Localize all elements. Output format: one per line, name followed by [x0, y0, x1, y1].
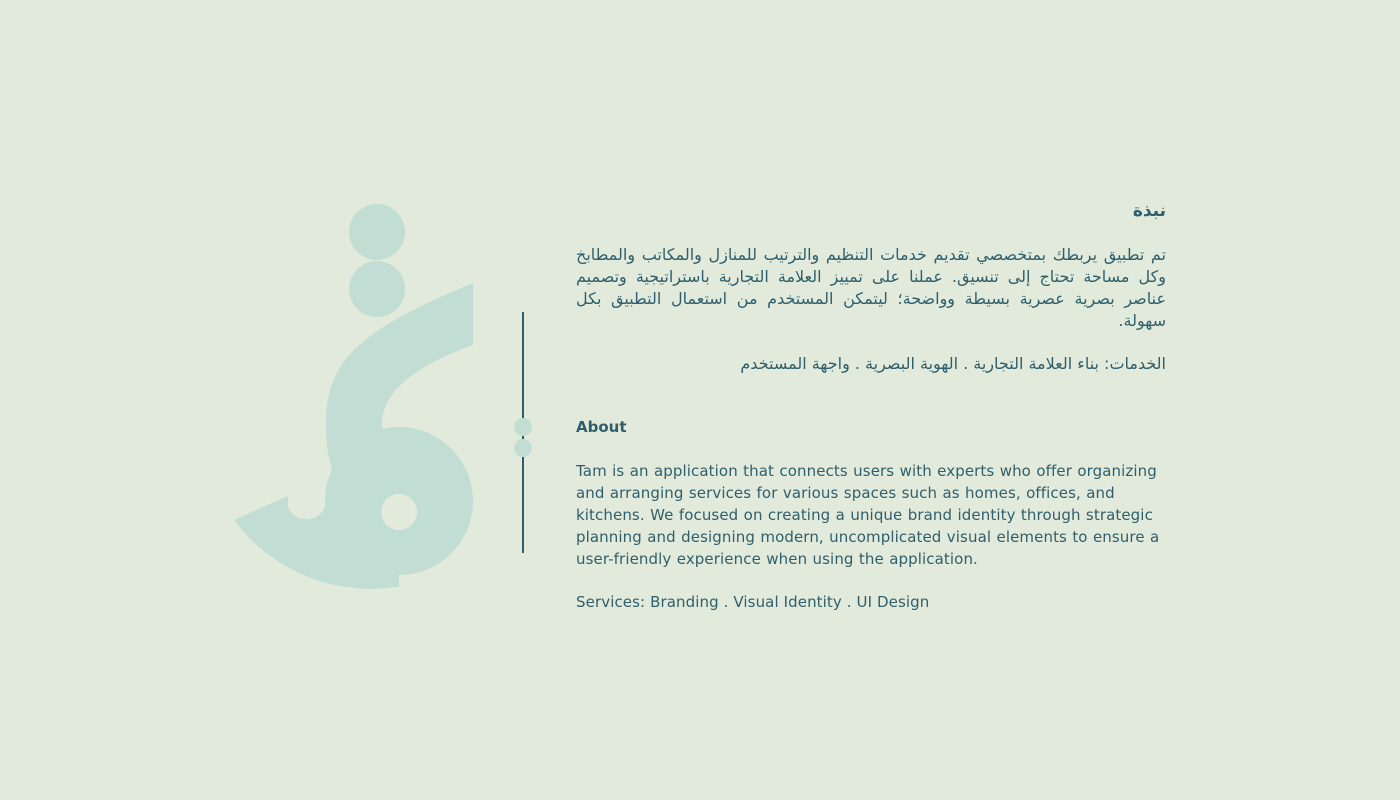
- arabic-heading: نبذة: [1132, 201, 1166, 221]
- arabic-services: الخدمات: بناء العلامة التجارية . الهوية البصرية . واجهة المستخدم: [740, 354, 1166, 373]
- english-services: Services: Branding . Visual Identity . UI Design: [576, 593, 930, 611]
- vertical-divider: [510, 310, 536, 560]
- divider-dot-top: [514, 418, 532, 436]
- english-heading: About: [576, 418, 627, 436]
- english-description: Tam is an application that connects users with experts who offer organizing and arranging services for various spaces such as homes, offices, and kitchens. We focused on creating a unique brand identity through strategic planning and designing modern, uncomplicated visual elements to ensure a user-friendly experience when using the application.: [576, 462, 1160, 568]
- arabic-description: تم تطبيق يربطك بمتخصصي تقديم خدمات التنظيم والترتيب للمنازل والمكاتب والمطابخ وكل مساحة تحتاج إلى تنسيق. عملنا على تمييز العلامة التجارية باستراتيجية وتصميم عناصر بصرية عصرية بسيطة وواضحة؛ ليتمكن المستخدم من استعمال التطبيق بكل سهولة.: [576, 245, 1166, 330]
- divider-dot-bottom: [514, 439, 532, 457]
- tam-arabic-letter-logo-icon: [0, 0, 500, 620]
